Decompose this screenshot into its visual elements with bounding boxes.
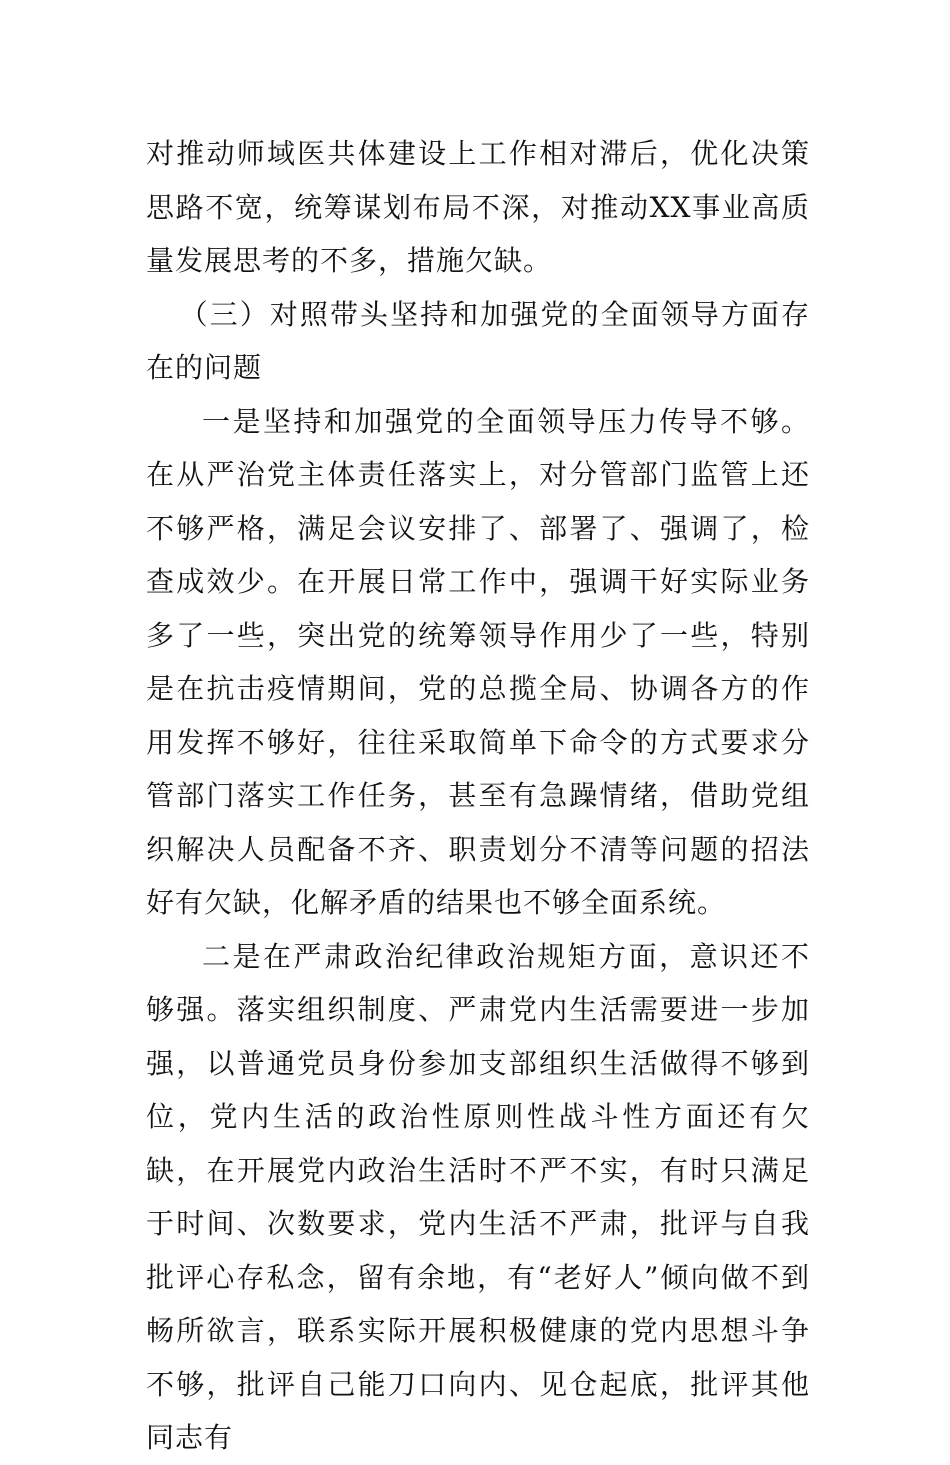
section-heading: （三）对照带头坚持和加强党的全面领导方面存在的问题 bbox=[146, 297, 810, 384]
document-body bbox=[146, 127, 810, 1465]
paragraph-leadership: 一是坚持和加强党的全面领导压力传导不够。在从严治党主体责任落实上，对分管部门监管上还不够严格，满足会议安排了、部署了、强调了，检查成效少。在开展日常工作中，强调干好实际业务多了一些，突出党的统筹领导作用少了一些，特别是在抗击疫情期间，党的总揽全局、协调各方的作用发挥不够好，往往采取简单下命令的方式要求分管部门落实工作任务，甚至有急躁情绪，借助党组织解决人员配备不齐、职责划分不清等问题的招法好有欠缺，化解矛盾的结果也不够全面系统。 bbox=[146, 404, 810, 919]
paragraph-discipline: 二是在严肃政治纪律政治规矩方面，意识还不够强。落实组织制度、严肃党内生活需要进一步加强，以普通党员身份参加支部组织生活做得不够到位，党内生活的政治性原则性战斗性方面还有欠缺，在开展党内政治生活时不严不实，有时只满足于时间、次数要求，党内生活不严肃，批评与自我批评心存私念，留有余地，有“老好人”倾向做不到畅所欲言，联系实际开展积极健康的党内思想斗争不够，批评自己能刀口向内、见仓起底，批评其他同志有 bbox=[146, 939, 810, 1454]
paragraph-continuation: 对推动师域医共体建设上工作相对滞后，优化决策思路不宽，统筹谋划布局不深，对推动XX事业高质量发展思考的不多，措施欠缺。 bbox=[146, 137, 810, 277]
